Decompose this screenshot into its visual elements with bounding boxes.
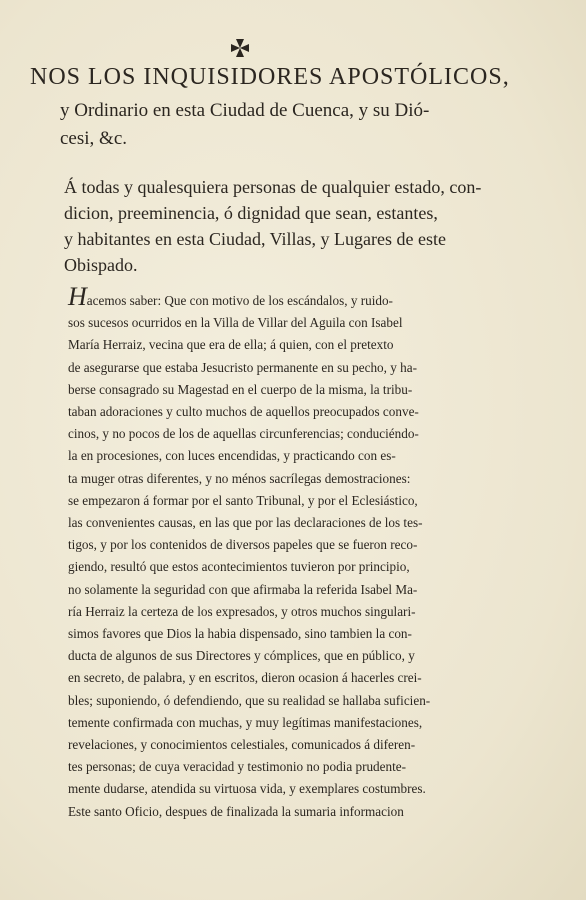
address-line: Obispado. <box>64 255 138 275</box>
address-line: Á todas y qualesquiera personas de qualquier estado, con- <box>64 177 482 197</box>
body-line: Este santo Oficio, despues de finalizada la sumaria informacion <box>68 803 404 819</box>
heading-line-1: NOS LOS INQUISIDORES APOSTÓLICOS, <box>30 64 510 90</box>
edict-heading <box>30 64 560 153</box>
body-line: cinos, y no pocos de los de aquellas circunferencias; conduciéndo- <box>68 426 419 442</box>
body-line: tigos, y por los contenidos de diversos papeles que se fueron reco- <box>68 537 418 553</box>
body-line: simos favores que Dios la habia dispensado, sino tambien la con- <box>68 626 412 642</box>
body-line: en secreto, de palabra, y en escritos, dieron ocasion á hacerles crei- <box>68 670 422 686</box>
body-line: sos sucesos ocurridos en la Villa de Villar del Aguila con Isabel <box>68 315 403 331</box>
body-paragraph <box>68 282 460 823</box>
maltese-cross-icon <box>230 38 250 58</box>
body-line: temente confirmada con muchas, y muy legítimas manifestaciones, <box>68 714 423 730</box>
body-line: mente dudarse, atendida su virtuosa vida, y exemplares costumbres. <box>68 781 426 797</box>
address-line: y habitantes en esta Ciudad, Villas, y Lugares de este <box>64 229 446 249</box>
drop-cap: H <box>68 282 87 311</box>
body-line: revelaciones, y conocimientos celestiales, comunicados á diferen- <box>68 737 416 753</box>
body-line: tes personas; de cuya veracidad y testimonio no podia prudente- <box>68 759 407 775</box>
address-line: dicion, preeminencia, ó dignidad que sean, estantes, <box>64 203 438 223</box>
body-line: Hacemos saber: Que con motivo de los escándalos, y ruido- <box>68 282 393 311</box>
body-line: ducta de algunos de sus Directores y cómplices, que en público, y <box>68 648 415 664</box>
body-line: las convenientes causas, en las que por las declaraciones de los tes- <box>68 515 423 531</box>
body-line: de asegurarse que estaba Jesucristo permanente en su pecho, y ha- <box>68 359 417 375</box>
body-line: giendo, resultó que estos acontecimientos tuvieron por principio, <box>68 559 410 575</box>
body-line: se empezaron á formar por el santo Tribunal, y por el Eclesiástico, <box>68 492 418 508</box>
address-paragraph <box>64 174 554 278</box>
heading-line-3: cesi, &c. <box>60 128 128 149</box>
heading-line-2: y Ordinario en esta Ciudad de Cuenca, y su Dió- <box>60 100 430 121</box>
body-line: ta muger otras diferentes, y no ménos sacrílegas demostraciones: <box>68 470 411 486</box>
body-line: María Herraiz, vecina que era de ella; á quien, con el pretexto <box>68 337 394 353</box>
body-line: no solamente la seguridad con que afirmaba la referida Isabel Ma- <box>68 581 418 597</box>
body-line: la en procesiones, con luces encendidas, y practicando con es- <box>68 448 396 464</box>
body-line: taban adoraciones y culto muchos de aquellos preocupados conve- <box>68 404 419 420</box>
body-line: bles; suponiendo, ó defendiendo, que su realidad se hallaba suficien- <box>68 692 431 708</box>
body-line: ría Herraiz la certeza de los expresados, y otros muchos singulari- <box>68 603 416 619</box>
body-line: berse consagrado su Magestad en el cuerpo de la misma, la tribu- <box>68 381 413 397</box>
